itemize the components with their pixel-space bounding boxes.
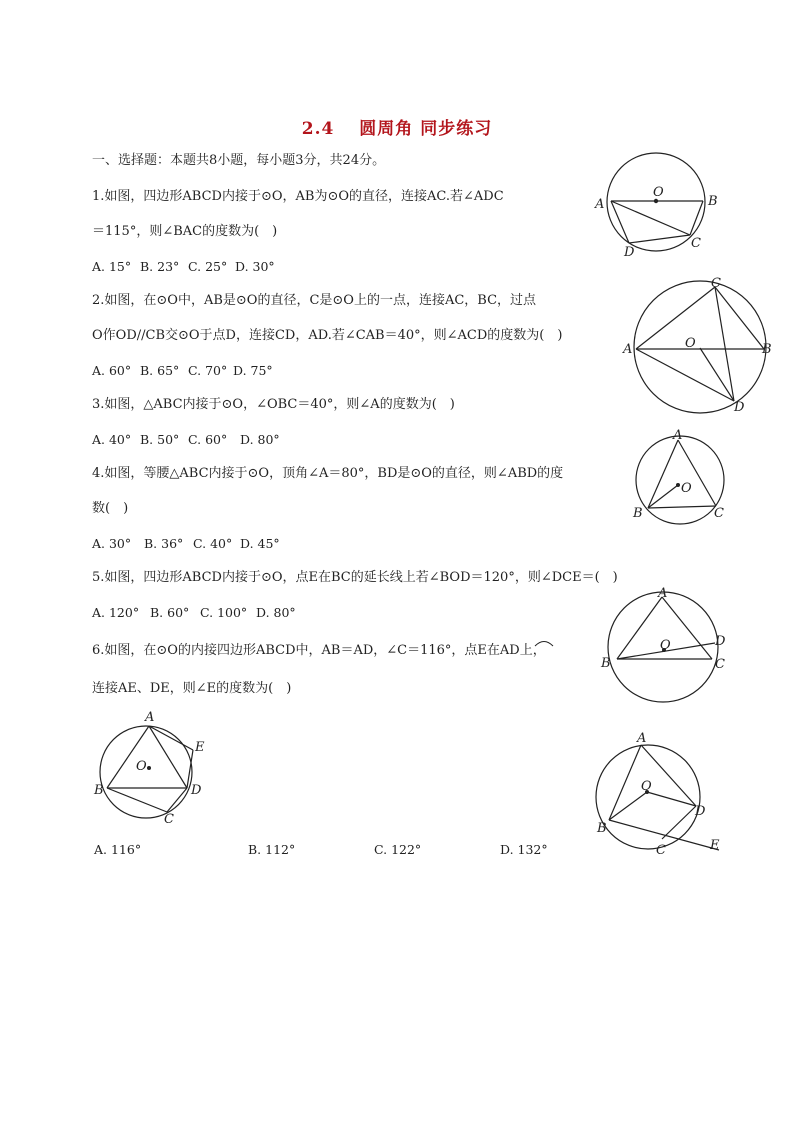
- f6-label-d: D: [191, 783, 202, 798]
- q5-option-c[interactable]: C. 100°: [200, 605, 248, 620]
- f2-label-c: C: [711, 276, 721, 291]
- q6-option-c[interactable]: C. 122°: [374, 842, 422, 857]
- f5-label-d: D: [695, 804, 706, 819]
- figure-q5: [592, 728, 727, 860]
- f6-label-o: O: [136, 759, 147, 774]
- q4-option-a[interactable]: A. 30°: [92, 536, 132, 551]
- q4-line-1: 4.如图，等腰△ABC内接于⊙O，顶角∠A＝80°，BD是⊙O的直径，则∠ABD的度: [92, 466, 564, 481]
- f1-label-o: O: [653, 185, 664, 200]
- f4-label-b: B: [601, 656, 611, 671]
- f1-label-b: B: [708, 194, 718, 209]
- f3-label-c: C: [714, 506, 724, 521]
- q5-option-d[interactable]: D. 80°: [256, 605, 296, 620]
- f1-label-c: C: [691, 236, 701, 251]
- f3-label-o: O: [681, 481, 692, 496]
- f5-label-b: B: [597, 821, 607, 836]
- q6-option-d[interactable]: D. 132°: [500, 842, 548, 857]
- q4-option-c[interactable]: C. 40°: [193, 536, 233, 551]
- q1-line-1: 1.如图，四边形ABCD内接于⊙O，AB为⊙O的直径，连接AC.若∠ADC: [92, 189, 504, 204]
- f1-label-d: D: [624, 245, 635, 260]
- q1-option-a[interactable]: A. 15°: [92, 259, 132, 274]
- f1-label-a: A: [595, 197, 605, 212]
- q4-option-b[interactable]: B. 36°: [144, 536, 184, 551]
- f2-label-d: D: [734, 400, 745, 415]
- f2-label-b: B: [762, 342, 772, 357]
- q2-option-a[interactable]: A. 60°: [92, 363, 132, 378]
- q4-option-d[interactable]: D. 45°: [240, 536, 280, 551]
- q1-option-c[interactable]: C. 25°: [188, 259, 228, 274]
- q5-option-a[interactable]: A. 120°: [92, 605, 140, 620]
- figure-q2: [620, 275, 780, 420]
- page-title: 2.4 圆周角 同步练习: [301, 119, 493, 139]
- q1-option-b[interactable]: B. 23°: [140, 259, 180, 274]
- q3-option-b[interactable]: B. 50°: [140, 432, 180, 447]
- figure-q4: [598, 585, 733, 710]
- f5-label-o: O: [641, 779, 652, 794]
- q3-line-1: 3.如图，△ABC内接于⊙O，∠OBC＝40°，则∠A的度数为( ): [92, 397, 455, 412]
- q4-line-2: 数( ): [92, 501, 129, 516]
- f5-label-c: C: [656, 843, 666, 858]
- arc-mark: [533, 638, 555, 648]
- q2-option-d[interactable]: D. 75°: [233, 363, 273, 378]
- q3-option-a[interactable]: A. 40°: [92, 432, 132, 447]
- f4-label-c: C: [715, 657, 725, 672]
- q2-option-b[interactable]: B. 65°: [140, 363, 180, 378]
- f6-label-b: B: [94, 783, 104, 798]
- q2-line-2: O作OD//CB交⊙O于点D，连接CD，AD.若∠CAB＝40°，则∠ACD的度数为( ): [92, 328, 563, 343]
- f4-label-a: A: [658, 586, 668, 601]
- q5-line-1: 5.如图，四边形ABCD内接于⊙O，点E在BC的延长线上若∠BOD＝120°，则∠DCE＝( ): [92, 570, 618, 585]
- f6-label-c: C: [164, 812, 174, 827]
- f5-label-e: E: [710, 838, 720, 853]
- figure-q1: [595, 150, 718, 260]
- q6-line-1: 6.如图，在⊙O的内接四边形ABCD中，AB＝AD，∠C＝116°，点E在AD上，: [92, 643, 546, 658]
- q3-option-d[interactable]: D. 80°: [240, 432, 280, 447]
- f2-label-a: A: [623, 342, 633, 357]
- figure-q3: [628, 426, 733, 526]
- q1-line-2: ＝115°，则∠BAC的度数为( ): [92, 224, 278, 239]
- q1-option-d[interactable]: D. 30°: [235, 259, 275, 274]
- section-heading: 一、选择题：本题共8小题，每小题3分，共24分。: [92, 153, 386, 168]
- q5-option-b[interactable]: B. 60°: [150, 605, 190, 620]
- f2-label-o: O: [685, 336, 696, 351]
- f3-label-b: B: [633, 506, 643, 521]
- f4-label-o: O: [660, 638, 671, 653]
- q6-option-b[interactable]: B. 112°: [248, 842, 296, 857]
- f6-label-a: A: [145, 710, 155, 725]
- f3-label-a: A: [673, 428, 683, 443]
- f4-label-d: D: [715, 634, 726, 649]
- f6-label-e: E: [195, 740, 205, 755]
- figure-q6: [92, 708, 207, 828]
- q2-line-1: 2.如图，在⊙O中，AB是⊙O的直径，C是⊙O上的一点，连接AC，BC，过点: [92, 293, 537, 308]
- q2-option-c[interactable]: C. 70°: [188, 363, 228, 378]
- q6-option-a[interactable]: A. 116°: [94, 842, 142, 857]
- q6-line-2: 连接AE、DE，则∠E的度数为( ): [92, 681, 292, 696]
- f5-label-a: A: [637, 731, 647, 746]
- q3-option-c[interactable]: C. 60°: [188, 432, 228, 447]
